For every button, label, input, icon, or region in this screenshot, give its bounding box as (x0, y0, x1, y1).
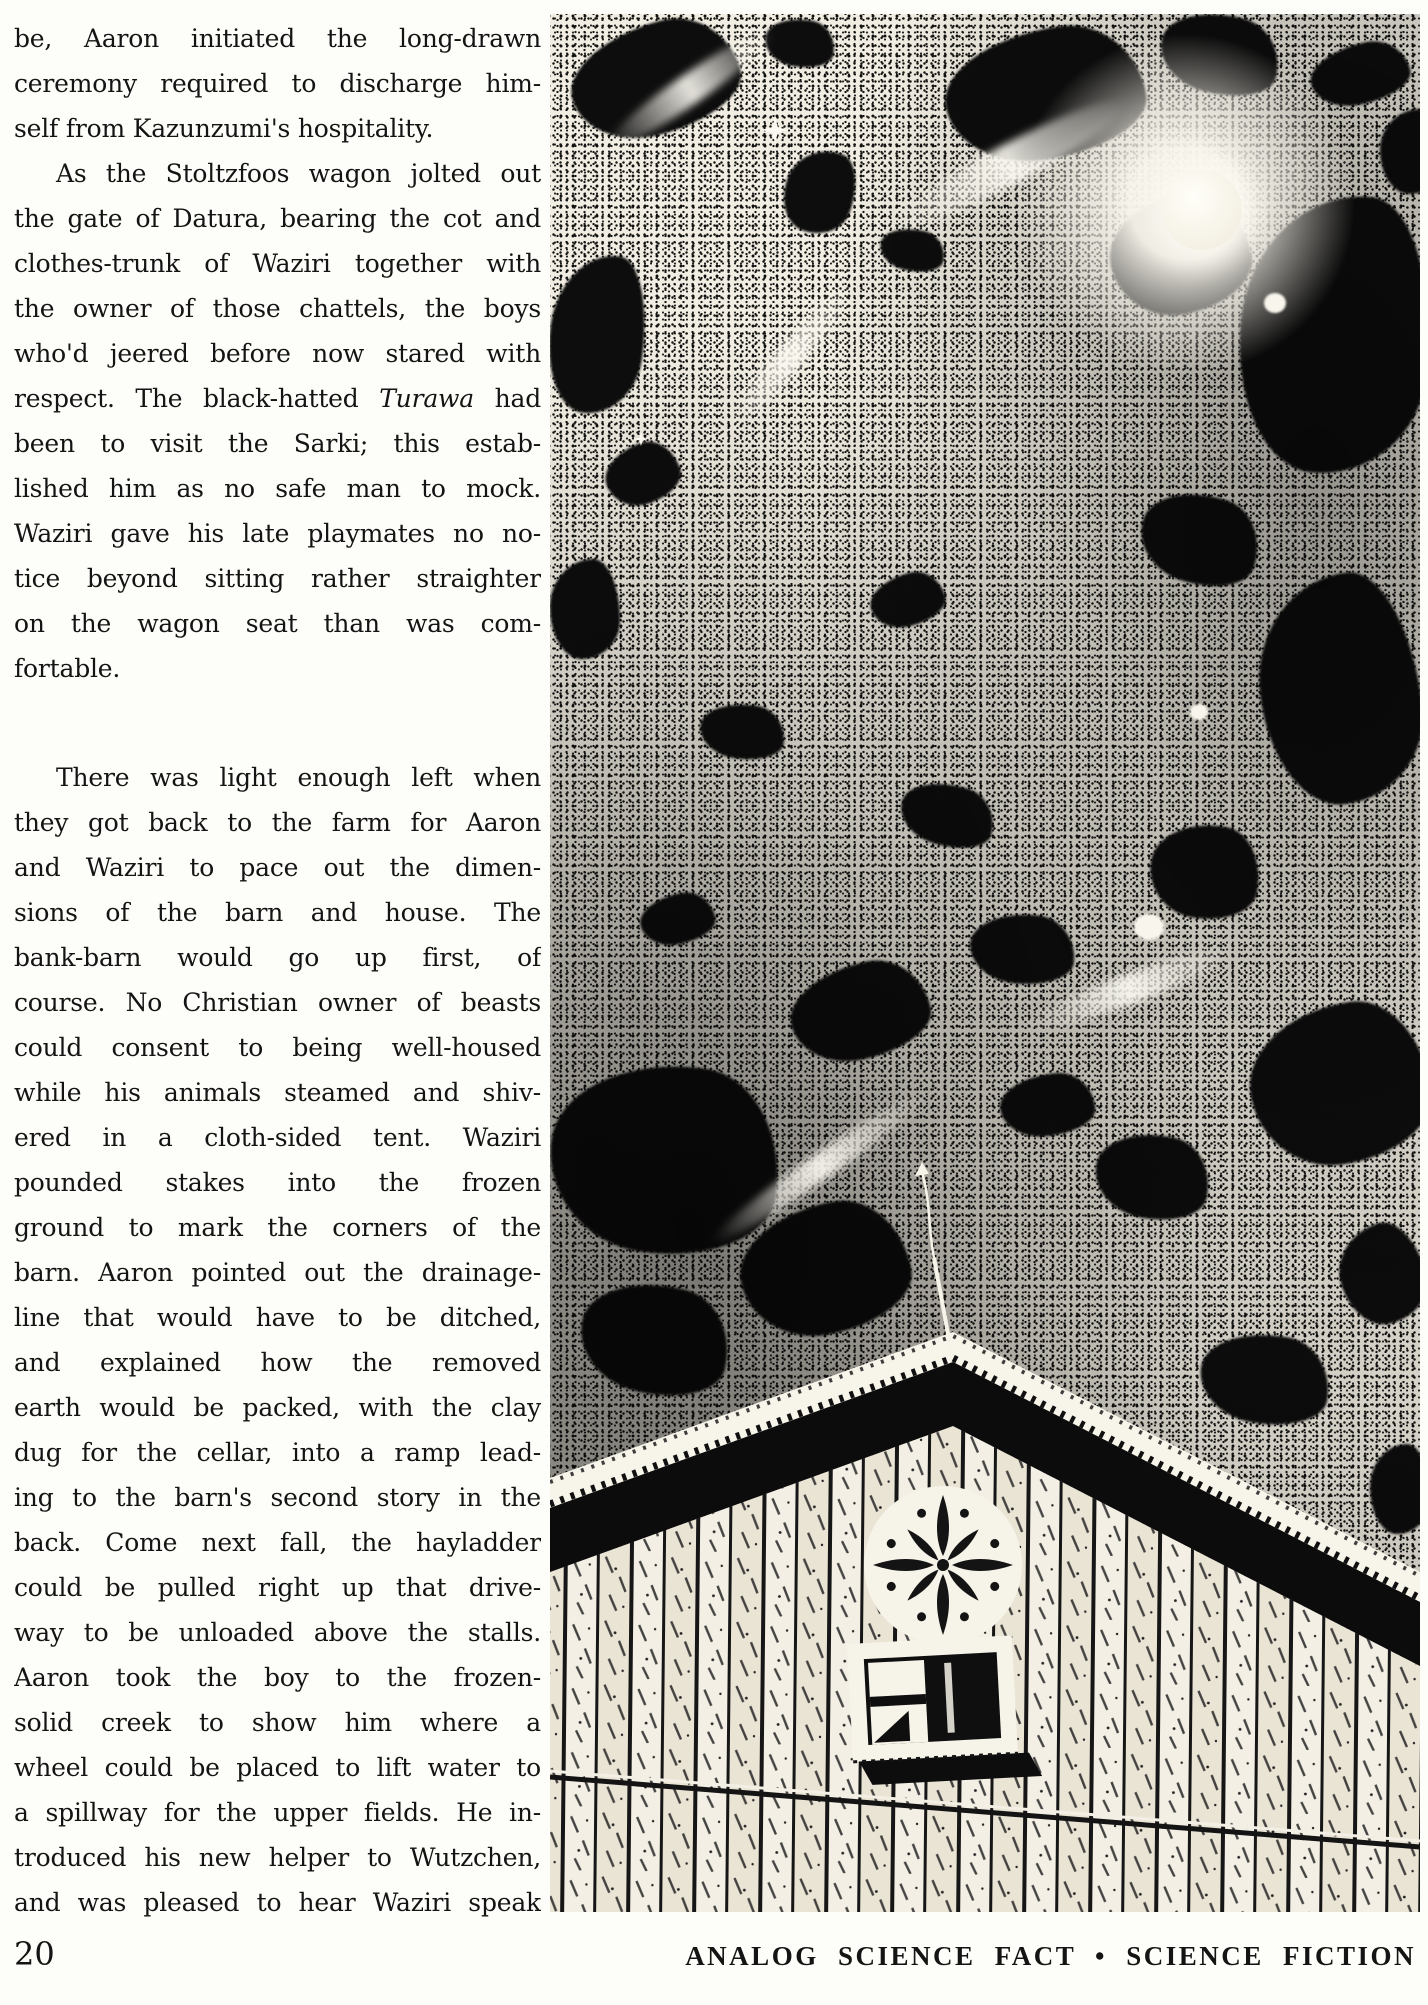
text-line: respect. The black-hatted Turawa had (14, 384, 541, 413)
text-line: could be pulled right up that drive- (14, 1573, 541, 1602)
text-line: ered in a cloth-sided tent. Waziri (14, 1123, 541, 1152)
text-line: sions of the barn and house. The (14, 898, 541, 927)
text-line: As the Stoltzfoos wagon jolted out (56, 159, 541, 188)
magazine-footer: ANALOG SCIENCE FACT • SCIENCE FICTION (685, 1941, 1416, 1971)
text-line: line that would have to be ditched, (14, 1303, 541, 1332)
text-line: ing to the barn's second story in the (14, 1483, 541, 1512)
text-line: course. No Christian owner of beasts (14, 988, 541, 1017)
text-line: barn. Aaron pointed out the drainage- (14, 1258, 541, 1287)
text-line: earth would be packed, with the clay (14, 1393, 541, 1422)
text-line: be, Aaron initiated the long-drawn (14, 24, 541, 53)
text-line: ceremony required to discharge him- (14, 69, 541, 98)
text-line: and Waziri to pace out the dimen- (14, 853, 541, 882)
text-line: tice beyond sitting rather straighter (14, 564, 541, 593)
text-line: pounded stakes into the frozen (14, 1168, 541, 1197)
text-line: clothes-trunk of Waziri together with (14, 249, 541, 278)
text-line: could consent to being well-housed (14, 1033, 541, 1062)
text-line: troduced his new helper to Wutzchen, (14, 1843, 541, 1872)
text-line: and explained how the removed (14, 1348, 541, 1377)
text-column (14, 16, 541, 1925)
text-line: There was light enough left when (56, 763, 541, 792)
text-line: way to be unloaded above the stalls. (14, 1618, 541, 1647)
text-line: self from Kazunzumi's hospitality. (14, 114, 434, 143)
text-line: Waziri gave his late playmates no no- (14, 519, 541, 548)
text-line: back. Come next fall, the hayladder (14, 1528, 541, 1557)
lightning-rod (915, 1162, 951, 1350)
text-line: wheel could be placed to lift water to (14, 1753, 541, 1782)
text-line: they got back to the farm for Aaron (14, 808, 541, 837)
text-line: and was pleased to hear Waziri speak (14, 1888, 541, 1917)
hex-sign (864, 1486, 1022, 1644)
illustration (550, 14, 1420, 1912)
text-line: lished him as no safe man to mock. (14, 474, 541, 503)
text-line: ground to mark the corners of the (14, 1213, 541, 1242)
text-line: been to visit the Sarki; this estab- (14, 429, 541, 458)
text-line: dug for the cellar, into a ramp lead- (14, 1438, 541, 1467)
text-line: a spillway for the upper fields. He in- (14, 1798, 541, 1827)
text-line: the gate of Datura, bearing the cot and (14, 204, 541, 233)
loft-window (847, 1634, 1042, 1786)
page-number: 20 (14, 1935, 55, 1973)
text-line: fortable. (14, 654, 121, 683)
text-line: the owner of those chattels, the boys (14, 294, 541, 323)
barn-illustration-svg (550, 14, 1420, 1912)
text-line: solid creek to show him where a (14, 1708, 541, 1737)
text-line: bank-barn would go up first, of (14, 943, 541, 972)
text-line: on the wagon seat than was com- (14, 609, 541, 638)
footer (14, 1935, 1416, 1973)
text-line: while his animals steamed and shiv- (14, 1078, 541, 1107)
text-line: who'd jeered before now stared with (14, 339, 541, 368)
text-line: Aaron took the boy to the frozen- (14, 1663, 541, 1692)
